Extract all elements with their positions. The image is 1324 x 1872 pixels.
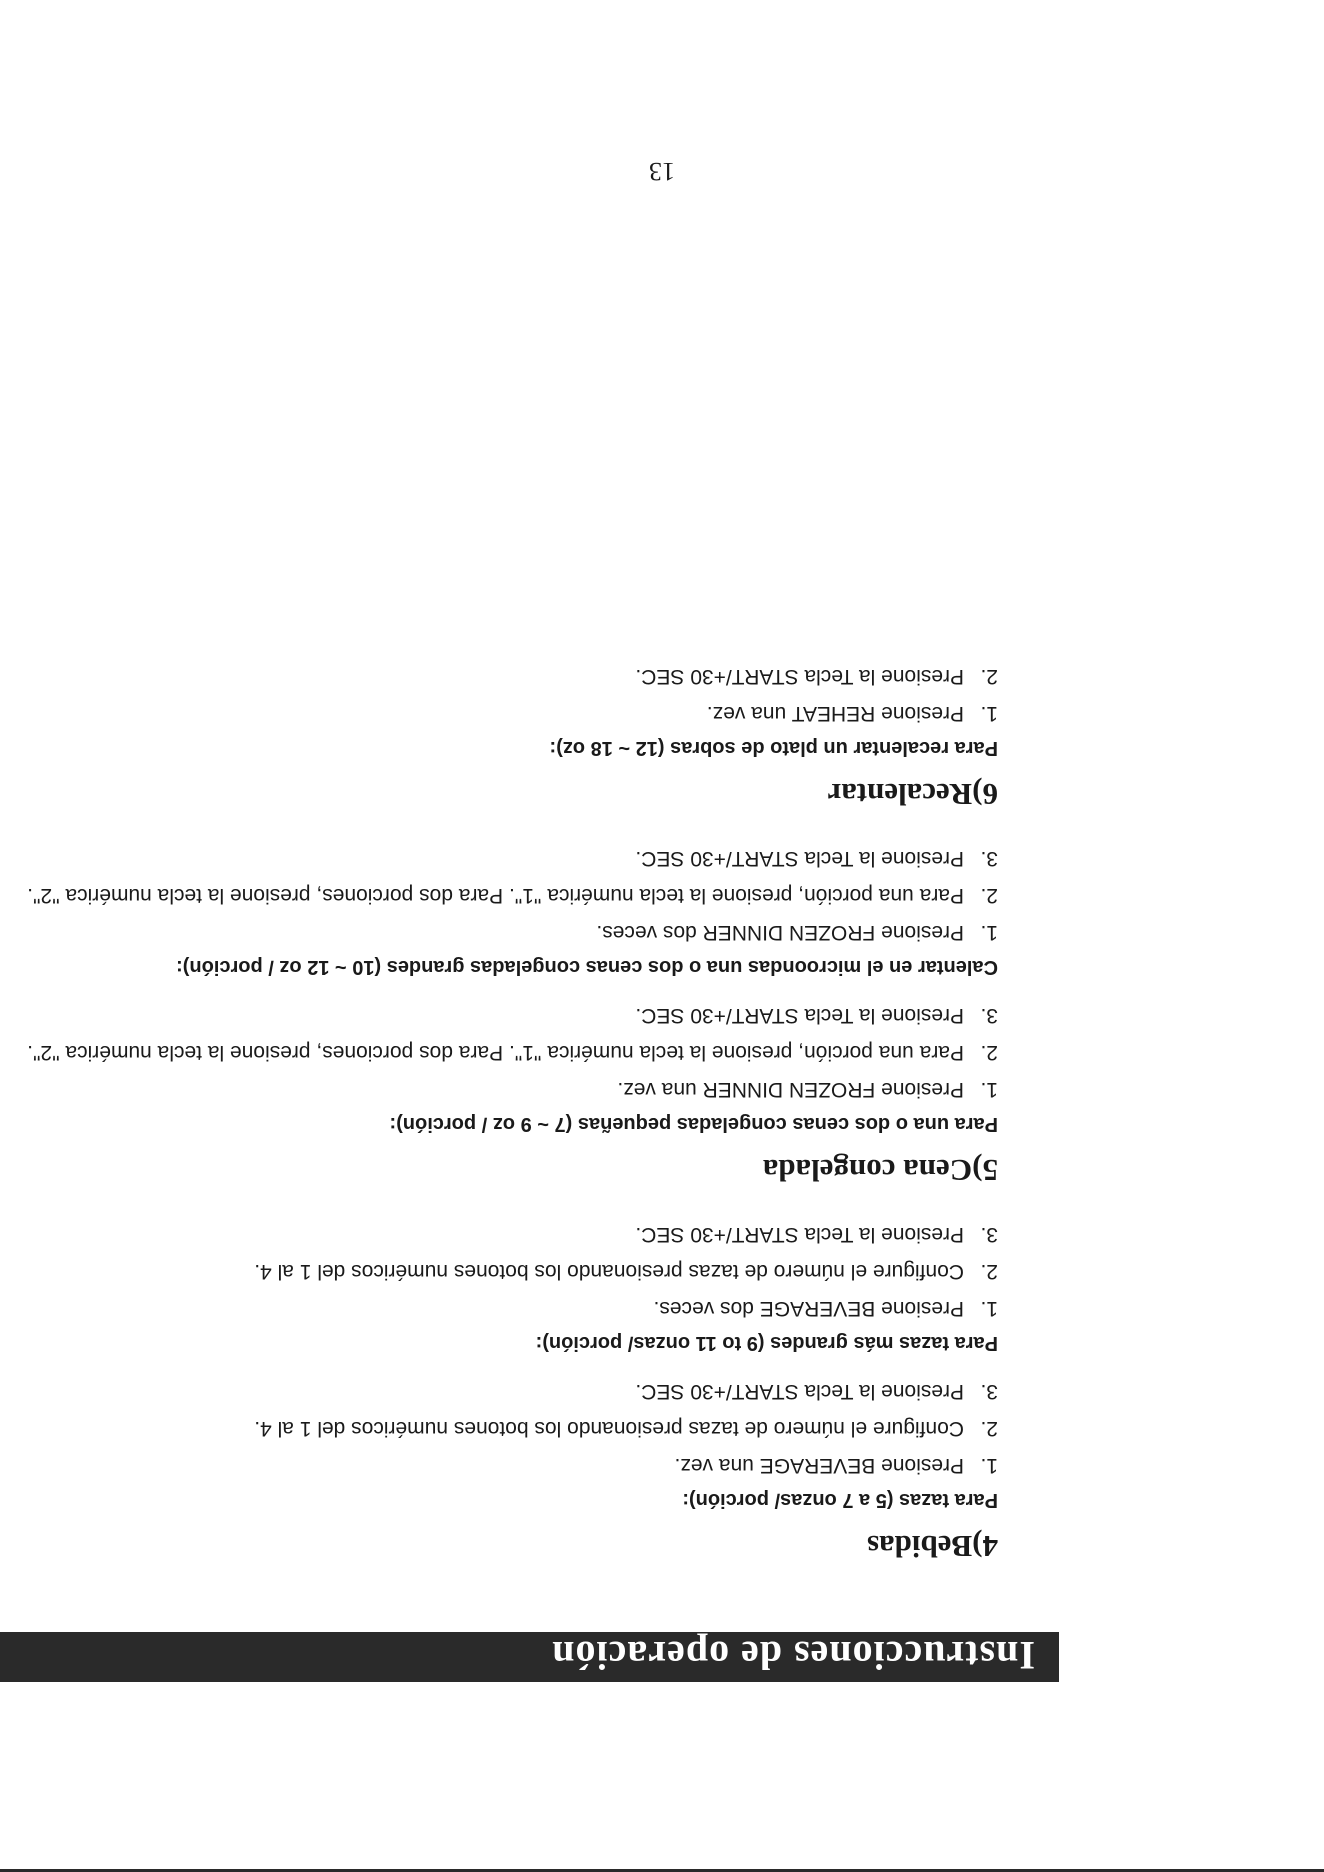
step-text: Presione BEVERAGE dos veces. [653,1297,964,1320]
step-item [0,846,998,870]
step-number: 1. [980,1297,998,1320]
group-sobras [0,664,998,760]
step-text: Presione REHEAT una vez. [706,702,964,725]
step-text: Para una porción, presione la tecla numérica "1". Para dos porciones, presione la tecla numérica "2". [27,884,964,907]
group-tazas-grandes [0,1222,998,1355]
step-text: Presione FROZEN DINNER una vez. [617,1078,964,1101]
group-subhead: Para una o dos cenas congeladas pequeñas (7 ~ 9 oz / porción): [389,1113,998,1135]
group-cenas-grandes [0,846,998,979]
group-subhead: Para tazas más grandes (9 to 11 onzas/ porción): [535,1332,998,1354]
group-tazas-chicas [0,1379,998,1512]
section-title: 4)Bebidas [867,1529,998,1564]
step-text: Presione la Tecla START/+30 SEC. [635,1004,964,1027]
section-title: 5)Cena congelada [762,1153,998,1188]
step-number: 3. [980,1223,998,1246]
step-item [0,920,998,944]
group-subhead: Calentar en el microondas una o dos cenas congeladas grandes (10 ~ 12 oz / porción): [176,956,998,978]
step-number: 1. [980,1078,998,1101]
step-number: 3. [980,1380,998,1403]
step-item [0,1379,998,1403]
header-title: Instrucciones de operación [551,1633,1035,1678]
step-item [0,1040,998,1064]
section-cena-congelada [0,846,998,1188]
step-text: Presione la Tecla START/+30 SEC. [635,1223,964,1246]
step-item [0,1453,998,1477]
section-title: 6)Recalentar [827,777,998,812]
step-number: 1. [980,1454,998,1477]
step-text: Presione la Tecla START/+30 SEC. [635,665,964,688]
step-number: 2. [980,1417,998,1440]
step-item [0,1003,998,1027]
section-recalentar [0,664,998,812]
step-list [0,664,998,725]
step-list [0,846,998,944]
step-list [0,1003,998,1101]
step-number: 1. [980,921,998,944]
step-item [0,1222,998,1246]
step-item [0,664,998,688]
group-subhead: Para tazas (5 a 7 onzas/ porción): [682,1489,998,1511]
section-header-bar [0,1632,1059,1682]
step-list [0,1379,998,1477]
step-text: Configure el número de tazas presionando los botones numéricos del 1 al 4. [254,1417,964,1440]
step-text: Para una porción, presione la tecla numérica "1". Para dos porciones, presione la tecla numérica "2". [27,1041,964,1064]
step-item [0,1416,998,1440]
section-bebidas [0,1222,998,1564]
step-text: Configure el número de tazas presionando los botones numéricos del 1 al 4. [254,1260,964,1283]
step-text: Presione FROZEN DINNER dos veces. [596,921,964,944]
step-item [0,1296,998,1320]
instructions-content [0,664,998,1564]
step-list [0,1222,998,1320]
step-item [0,1259,998,1283]
group-cenas-pequenas [0,1003,998,1136]
step-number: 3. [980,847,998,870]
step-text: Presione la Tecla START/+30 SEC. [635,1380,964,1403]
step-number: 3. [980,1004,998,1027]
step-number: 1. [980,702,998,725]
page-number: 13 [649,157,675,186]
step-text: Presione BEVERAGE una vez. [674,1454,964,1477]
step-item [0,701,998,725]
step-number: 2. [980,665,998,688]
step-text: Presione la Tecla START/+30 SEC. [635,847,964,870]
step-number: 2. [980,1260,998,1283]
step-item [0,883,998,907]
group-subhead: Para recalentar un plato de sobras (12 ~ 18 oz): [549,737,998,759]
step-number: 2. [980,1041,998,1064]
step-item [0,1077,998,1101]
step-number: 2. [980,884,998,907]
